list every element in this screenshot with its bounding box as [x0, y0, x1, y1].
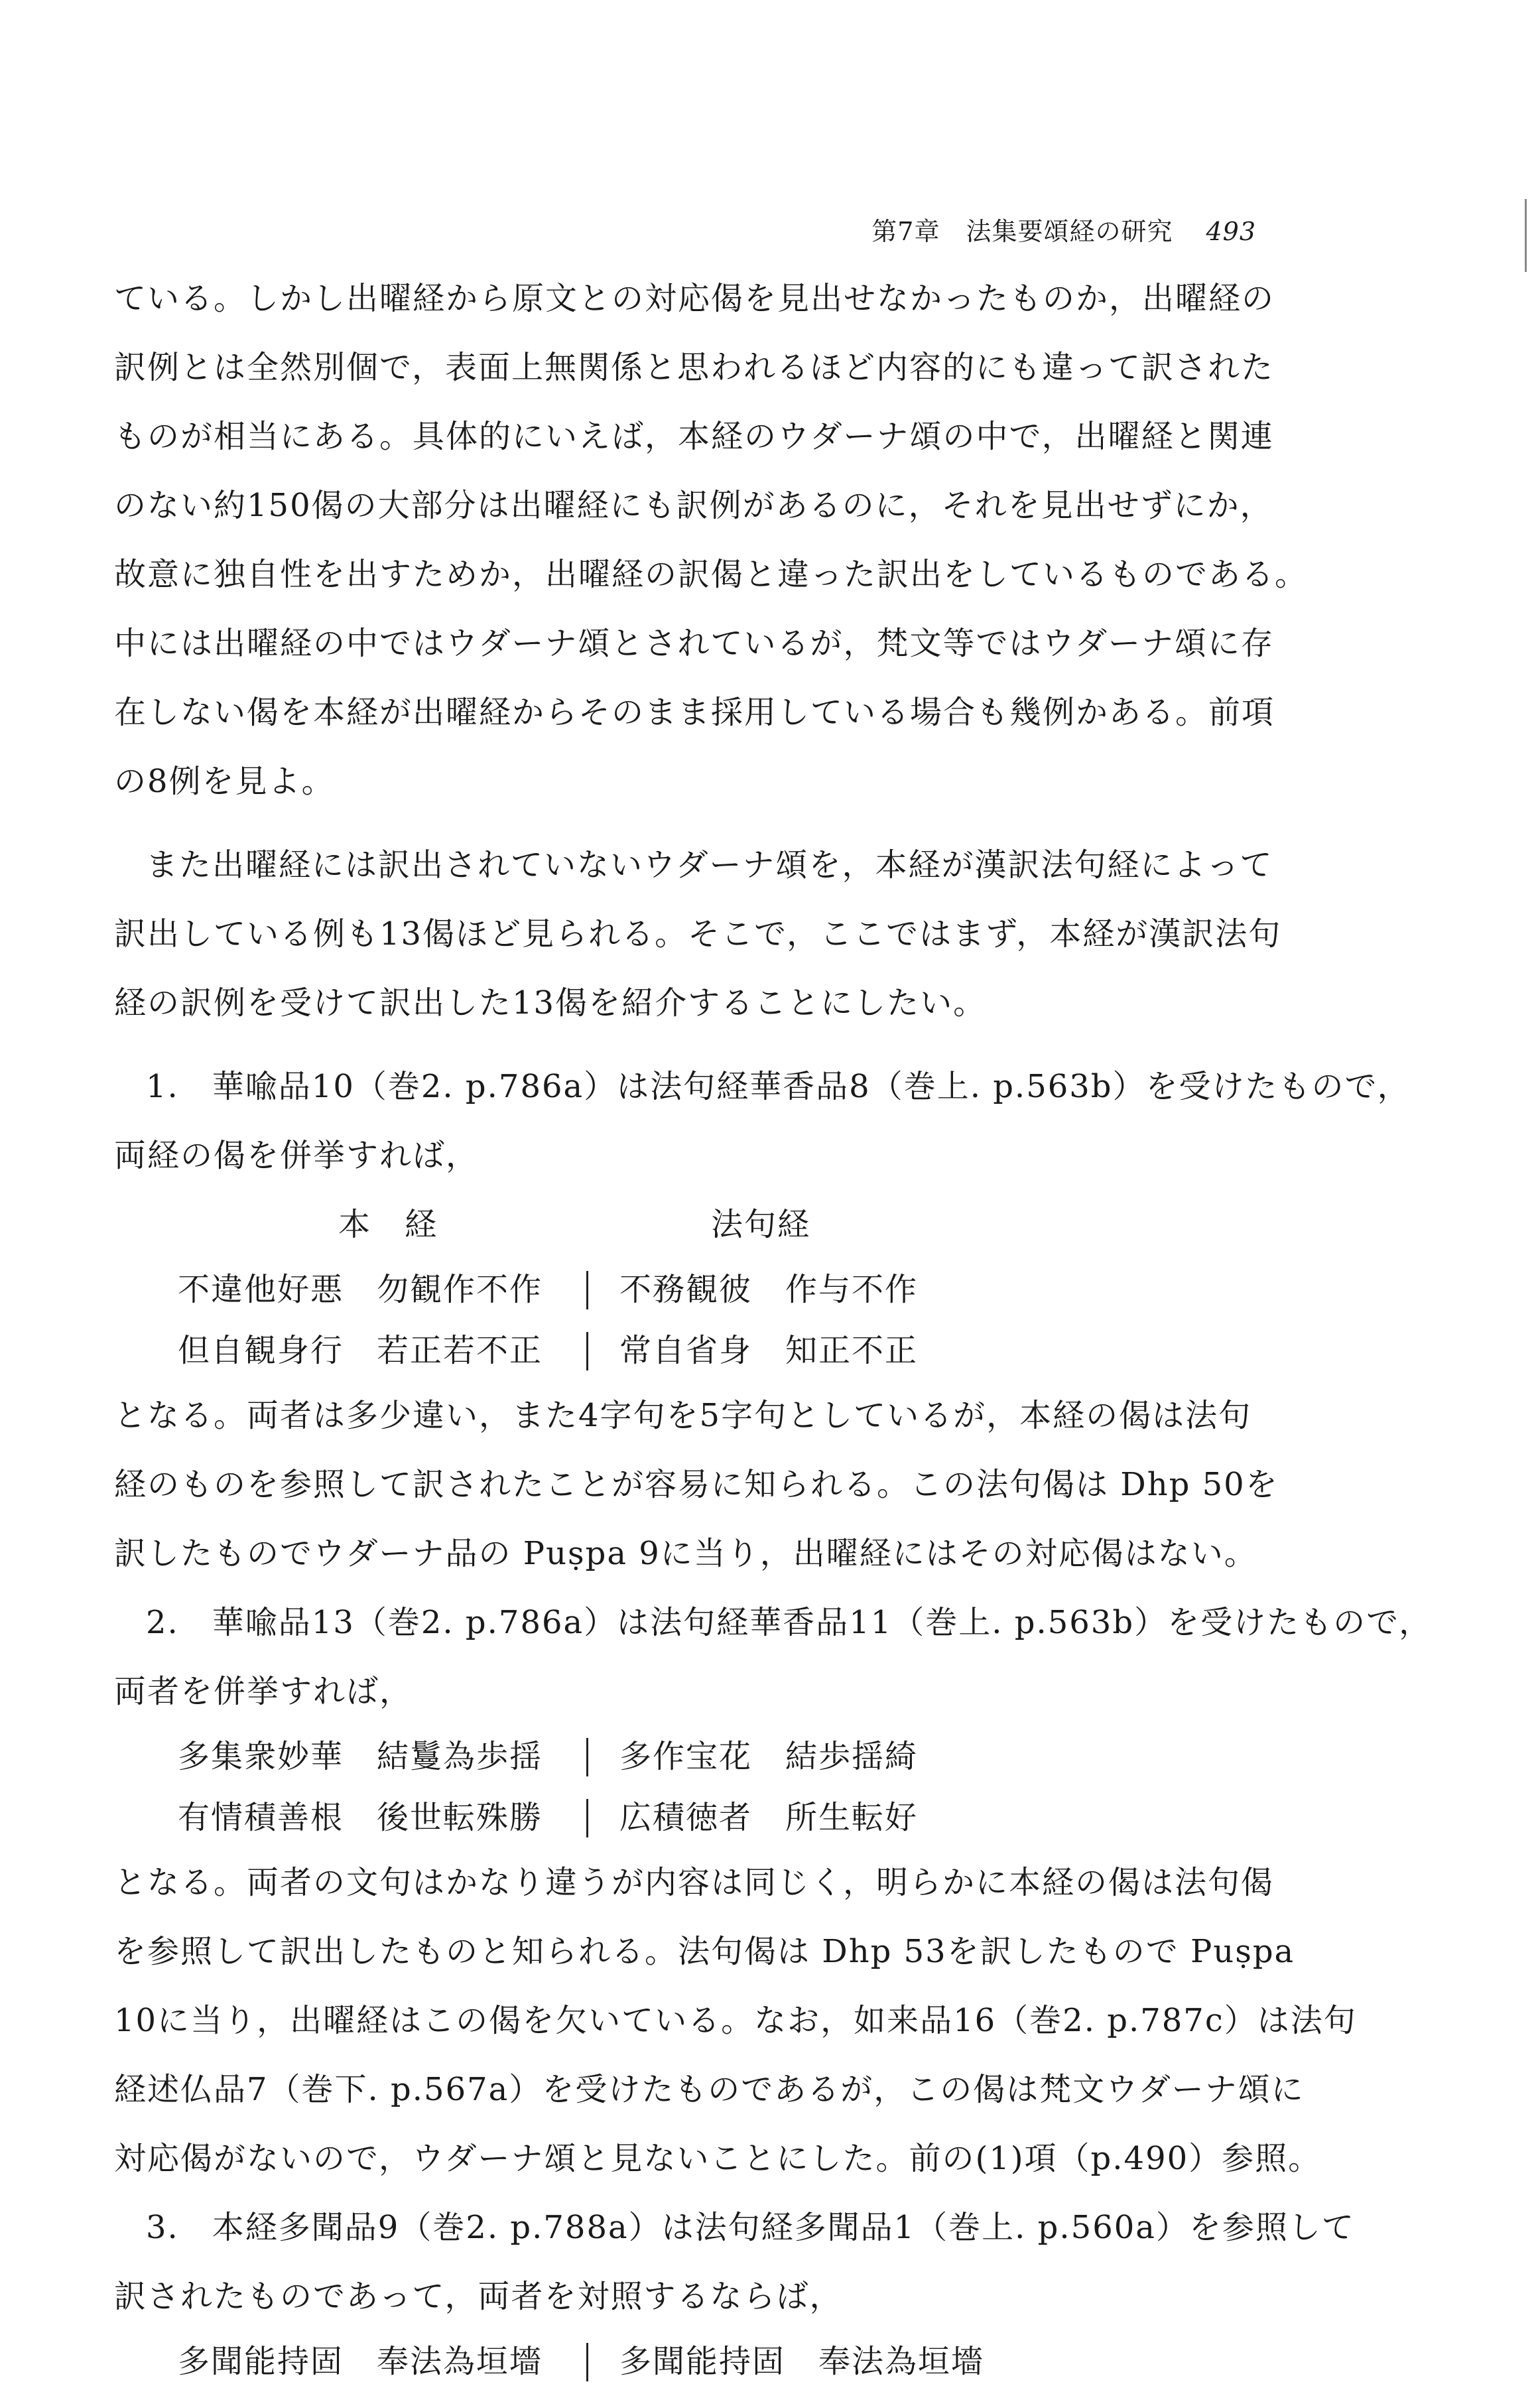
margin-mark	[1525, 199, 1527, 272]
verse-right: 常自省身 知正不正	[619, 1332, 919, 1369]
text-line: のない約150偈の大部分は出曜経にも訳例があるのに，それを見出せずにか，	[114, 487, 1273, 524]
text-line: 訳出している例も13偈ほど見られる。そこで，ここではまず，本経が漢訳法句	[114, 915, 1282, 953]
text-line: 故意に独自性を出すためか，出曜経の訳偈と違った訳出をしているものである。	[114, 556, 1309, 593]
text-line: 経のものを参照して訳されたことが容易に知られる。この法句偈は Dhp 50を	[114, 1466, 1279, 1503]
text-line: を参照して訳出したものと知られる。法句偈は Dhp 53を訳したもので Puṣpa	[114, 1933, 1295, 1970]
text-line: また出曜経には訳出されていないウダーナ頌を，本経が漢訳法句経によって	[146, 846, 1273, 884]
text-line: 訳されたものであって，両者を対照するならば，	[114, 2278, 843, 2315]
running-header	[871, 211, 1256, 247]
verse-divider	[586, 1799, 588, 1837]
verse-column-titles	[114, 1190, 1295, 1259]
verse-right: 広積徳者 所生転好	[619, 1799, 919, 1836]
numbered-item-1	[114, 1052, 1411, 1588]
text-line: の8例を見よ。	[114, 763, 335, 800]
text-line: 訳したものでウダーナ品の Puṣpa 9に当り，出曜経にはその対応偈はない。	[114, 1535, 1257, 1572]
text-line: 1. 華喩品10（巻2. p.786a）は法句経華香品8（巻上. p.563b）を受けたもので，	[146, 1068, 1411, 1105]
paragraph-continuation	[114, 264, 1309, 816]
text-line: 両経の偈を併挙すれば，	[114, 1137, 480, 1174]
verse-pair	[114, 1320, 1295, 1381]
text-line: となる。両者の文句はかなり違うが内容は同じく，明らかに本経の偈は法句偈	[114, 1864, 1275, 1901]
verse-left: 多集衆妙華 結鬘為歩揺	[178, 1738, 543, 1775]
verse-pair	[114, 2331, 1295, 2392]
text-line: ものが相当にある。具体的にいえば，本経のウダーナ頌の中で，出曜経と関連	[114, 418, 1274, 455]
text-line: となる。両者は多少違い，また4字句を5字句としているが，本経の偈は法句	[114, 1397, 1252, 1434]
verse-right: 多作宝花 結歩揺綺	[619, 1738, 919, 1775]
page-number: 493	[1206, 217, 1256, 246]
text-line: 経述仏品7（巻下. p.567a）を受けたものであるが，この偈は梵文ウダーナ頌に	[114, 2071, 1305, 2108]
verse-left: 不違他好悪 勿観作不作	[178, 1271, 543, 1308]
numbered-item-3	[114, 2193, 1355, 2392]
text-line: 中には出曜経の中ではウダーナ頌とされているが，梵文等ではウダーナ頌に存	[114, 625, 1275, 662]
running-title: 第7章 法集要頌経の研究	[871, 217, 1173, 246]
paragraph	[114, 831, 1295, 1037]
text-line: ている。しかし出曜経から原文との対応偈を見出せなかったものか，出曜経の	[114, 280, 1275, 317]
verse-left: 但自観身行 若正若不正	[178, 1332, 543, 1369]
text-line: 3. 本経多聞品9（巻2. p.788a）は法句経多聞品1（巻上. p.560a）を参照して	[146, 2209, 1355, 2246]
verse-divider	[586, 2343, 588, 2381]
text-line: 2. 華喩品13（巻2. p.786a）は法句経華香品11（巻上. p.563b）を受けたもので，	[146, 1604, 1433, 1641]
verse-right: 不務観彼 作与不作	[619, 1271, 919, 1308]
text-line: 対応偈がないので，ウダーナ頌と見ないことにした。前の(1)項（p.490）参照。	[114, 2140, 1322, 2177]
text-line: 10に当り，出曜経はこの偈を欠いている。なお，如来品16（巻2. p.787c）は法句	[114, 2002, 1357, 2039]
verse-left: 有情積善根 後世転殊勝	[178, 1799, 543, 1836]
verse-divider	[586, 1332, 588, 1370]
verse-pair	[114, 1787, 1295, 1848]
column-title-left: 本 経	[338, 1206, 438, 1243]
text-line: 訳例とは全然別個で，表面上無関係と思われるほど内容的にも違って訳された	[114, 349, 1275, 386]
text-line: 在しない偈を本経が出曜経からそのまま採用している場合も幾例かある。前項	[114, 694, 1275, 731]
verse-pair	[114, 1726, 1295, 1787]
verse-left: 多聞能持固 奉法為垣墻	[178, 2343, 543, 2380]
verse-divider	[586, 1738, 588, 1776]
verse-divider	[586, 1271, 588, 1309]
text-line: 両者を併挙すれば，	[114, 1673, 413, 1710]
text-line: 経の訳例を受けて訳出した13偈を紹介することにしたい。	[114, 984, 987, 1022]
numbered-item-2	[114, 1588, 1433, 2193]
body-text	[114, 264, 1433, 2392]
verse-pair	[114, 1259, 1295, 1320]
column-title-right: 法句経	[711, 1206, 811, 1243]
verse-right: 多聞能持固 奉法為垣墻	[619, 2343, 985, 2380]
